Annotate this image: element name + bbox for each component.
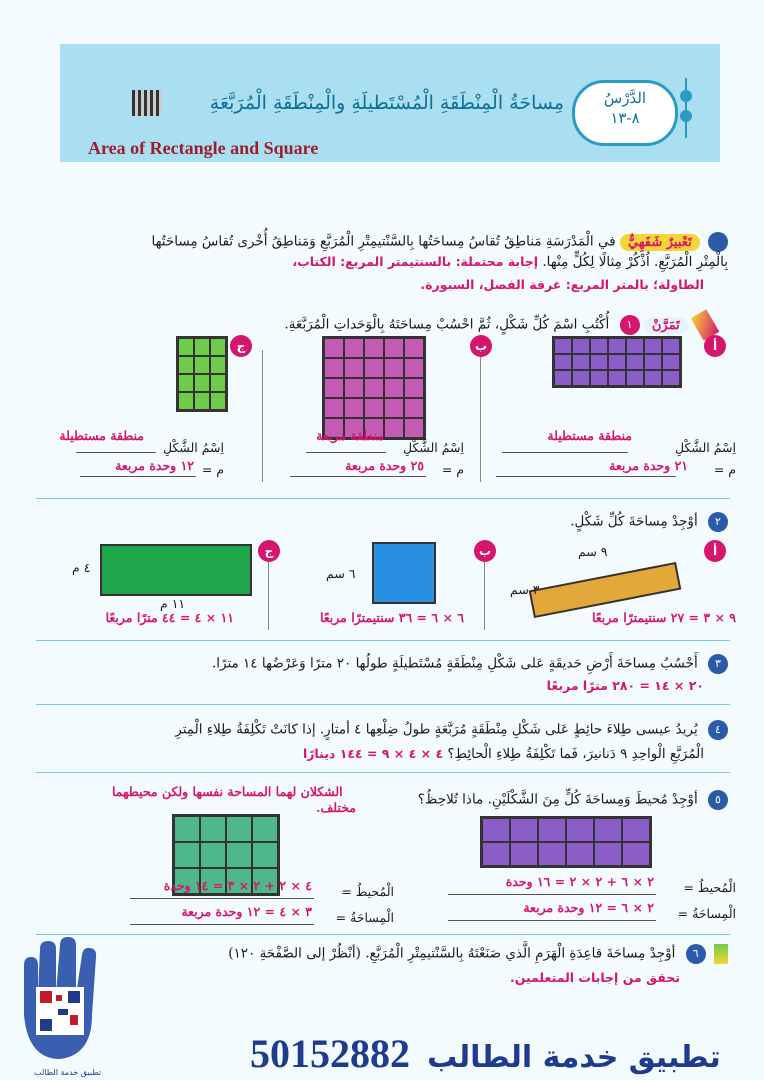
q2-text: أوْجِدْ مِساحَةَ كُلِّ شَكْلٍ. [570, 513, 698, 530]
q5-note-1: الشكلان لهما المساحة نفسها ولكن محيطهما [112, 784, 343, 799]
answer-line [502, 452, 628, 453]
q1-c-name-answer: منطقة مستطيلة [59, 428, 144, 443]
answer-line [290, 476, 426, 477]
q6-heading [228, 944, 728, 964]
section-divider [36, 498, 730, 499]
q1-c-area-answer: ١٢ وحدة مربعة [115, 458, 194, 473]
lesson-title-en: Area of Rectangle and Square [88, 138, 319, 158]
oral-answer-2: الطاولة؛ بالمتر المربع: غرفة الفصل، السبورة. [420, 277, 704, 292]
q1-shape-a [552, 336, 682, 388]
qr-code-icon[interactable] [132, 90, 162, 116]
q1-letter-a: أ [704, 335, 726, 357]
q4-answer: ٤ × ٤ × ٩ = ١٤٤ دينارًا [302, 746, 444, 761]
answer-line [448, 894, 656, 895]
q1-shape-b [322, 336, 426, 440]
q5-right-perimeter: ٢ × ٦ + ٢ × ٢ = ١٦ وحدة [505, 874, 654, 889]
q1-a-name-answer: منطقة مستطيلة [547, 428, 632, 443]
section-divider [36, 772, 730, 773]
answer-line [448, 920, 656, 921]
q4-line-2 [303, 746, 704, 762]
q2-letter-c: ج [258, 540, 280, 562]
q1-a-name-label: اِسْمُ الشَّكْلِ [674, 440, 736, 455]
q5-left-perimeter: ٤ × ٢ + ٢ × ٣ = ١٤ وحدة [163, 878, 312, 893]
q1-a-area-label: م = [713, 462, 736, 477]
lesson-number: ٨-١٣ [610, 109, 640, 127]
q1-letter-b: ب [470, 335, 492, 357]
q5-left-area: ٣ × ٤ = ١٢ وحدة مربعة [181, 904, 312, 919]
oral-line-2 [292, 254, 728, 270]
q1-number: ١ [620, 315, 640, 335]
q1-text: أُكْتُبِ اسْمَ كُلِّ شَكْلٍ، ثُمَّ احْسُبْ مِساحَتَهُ بِالْوَحَداتِ الْمُرَبَّعَةِ. [284, 316, 610, 333]
q5-note-2: مختلف. [316, 800, 356, 815]
footer-banner [250, 1030, 721, 1077]
answer-line [80, 476, 196, 477]
q2-shape-b [372, 542, 436, 604]
footer-phone: 50152882 [250, 1031, 410, 1076]
q4-text-1: يُريدُ عيسى طِلاءَ حائِطٍ عَلى شَكْلِ مِنْطَقَةٍ مُرَبَّعَةٍ طولُ ضِلْعِها ٤ أمتارٍ. إذا كانَتْ تَكْلِفَةُ طِلاءِ الْمِترِ [175, 721, 698, 738]
q2-b-dim1: ٦ سم [326, 566, 356, 581]
q5-left-area-label: الْمِساحَةُ = [335, 910, 394, 925]
q5-right-area-label: الْمِساحَةُ = [677, 906, 736, 921]
lesson-title-ar: مِساحَةُ الْمِنْطَقَةِ الْمُسْتَطيلَةِ والْمِنْطَقَةِ الْمُرَبَّعَةِ [209, 92, 564, 114]
q1-b-name-answer: منطقة مربعة [316, 428, 384, 443]
q1-heading [284, 312, 714, 338]
section-divider [36, 640, 730, 641]
oral-text-2: بِالْمِتْرِ الْمُرَبَّعِ. اُذْكُرْ مِثالًا لِكُلٍّ مِنْها. [542, 254, 728, 270]
q1-b-area-answer: ٢٥ وحدة مربعة [345, 458, 424, 473]
q3-answer: ٢٠ × ١٤ = ٢٨٠ مترًا مربعًا [546, 678, 704, 693]
q2-c-dim2: ١١ م [160, 596, 186, 611]
speech-icon [708, 232, 728, 252]
q1-b-name-label: اِسْمُ الشَّكْلِ [402, 440, 464, 455]
q2-c-answer: ١١ × ٤ = ٤٤ مترًا مربعًا [105, 610, 234, 625]
q5-number: ٥ [708, 790, 728, 810]
q6-answer: تحقق من إجابات المتعلمين. [509, 970, 680, 985]
q5-right-perimeter-label: الْمُحيطُ = [683, 880, 736, 895]
q1-c-name-label: اِسْمُ الشَّكْلِ [162, 440, 224, 455]
q1-c-area-label: م = [201, 462, 224, 477]
section-divider [36, 934, 730, 935]
q1-letter-c: ج [230, 335, 252, 357]
q4-heading [175, 720, 728, 740]
q1-shape-c [176, 336, 228, 412]
q2-letter-b: ب [474, 540, 496, 562]
hand-qr-icon[interactable] [4, 935, 124, 1075]
exercise-label: تَمَرَّنْ [644, 317, 688, 334]
hand-caption: تطبيق خدمة الطالب [34, 1068, 102, 1077]
q4-number: ٤ [708, 720, 728, 740]
lesson-badge [572, 80, 678, 146]
lesson-label: الدَّرْسُ [603, 89, 647, 107]
q6-text: أوْجِدْ مِساحَةَ قاعِدَةِ الْهَرَمِ الَّذي صَنَعْتَهُ بِالسَّنْتيمِتْرِ الْمُرَبَّعِ. (أنْظُرْ إلى الصَّفْحَةِ ١٢٠) [228, 945, 676, 962]
q3-text: أَحْسُبُ مِساحَةَ أَرْضِ حَديقَةٍ عَلى شَكْلِ مِنْطَقَةٍ مُسْتَطيلَةٍ طولُها ٢٠ مترًا وَعَرْضُها ١٤ مترًا. [211, 655, 698, 672]
oral-badge: تَعْبيرٌ شَفَهِيٌّ [620, 234, 700, 251]
answer-line [130, 898, 314, 899]
divider [480, 350, 481, 482]
q6-number: ٦ [686, 944, 706, 964]
q5-text: أوْجِدْ مُحيطَ وَمِساحَةَ كُلٍّ مِنَ الشَّكْلَيْنِ. ماذا تُلاحِظُ؟ [417, 791, 698, 808]
q2-c-dim1: ٤ م [72, 560, 91, 575]
q5-left-perimeter-label: الْمُحيطُ = [341, 884, 394, 899]
section-divider [36, 704, 730, 705]
q2-shape-c [100, 544, 252, 596]
crayon-icon [714, 944, 728, 964]
q3-heading [212, 654, 728, 674]
oral-text-1: في الْمَدْرَسَةِ مَناطِقُ تُقاسُ مِساحَتُها بِالسَّنْتيمِتْرِ الْمُرَبَّعِ وَمَناطِقُ أُخْرى تُقاسُ مِساحَتُها [151, 233, 616, 250]
q1-a-area-answer: ٢١ وحدة مربعة [609, 458, 688, 473]
q2-b-answer: ٦ × ٦ = ٣٦ سنتيمترًا مربعًا [319, 610, 464, 625]
oral-answer-1: إجابة محتملة: بالسنتيمتر المربع: الكتاب، [292, 254, 539, 269]
oral-line-1 [151, 232, 728, 252]
q3-number: ٣ [708, 654, 728, 674]
q5-right-area: ٢ × ٦ = ١٢ وحدة مربعة [523, 900, 654, 915]
answer-line [130, 924, 314, 925]
q4-text-2: الْمُرَبَّعِ الْواحِدِ ٩ دَنانيرَ، فَما تَكْلِفَةُ طِلاءِ الْحائِطِ؟ [447, 746, 704, 762]
answer-line [306, 452, 386, 453]
divider [262, 350, 263, 482]
q2-letter-a: أ [704, 540, 726, 562]
q2-heading [570, 512, 728, 532]
q5-shape-right [480, 816, 652, 868]
answer-line [76, 452, 156, 453]
q5-heading [418, 790, 728, 810]
q2-number: ٢ [708, 512, 728, 532]
q2-a-dim2: ٣ سم [510, 582, 540, 597]
q1-b-area-label: م = [441, 462, 464, 477]
q2-a-answer: ٩ × ٣ = ٢٧ سنتيمترًا مربعًا [591, 610, 736, 625]
footer-app-text: تطبيق خدمة الطالب [427, 1040, 721, 1075]
answer-line [496, 476, 676, 477]
q2-a-dim1: ٩ سم [578, 544, 608, 559]
